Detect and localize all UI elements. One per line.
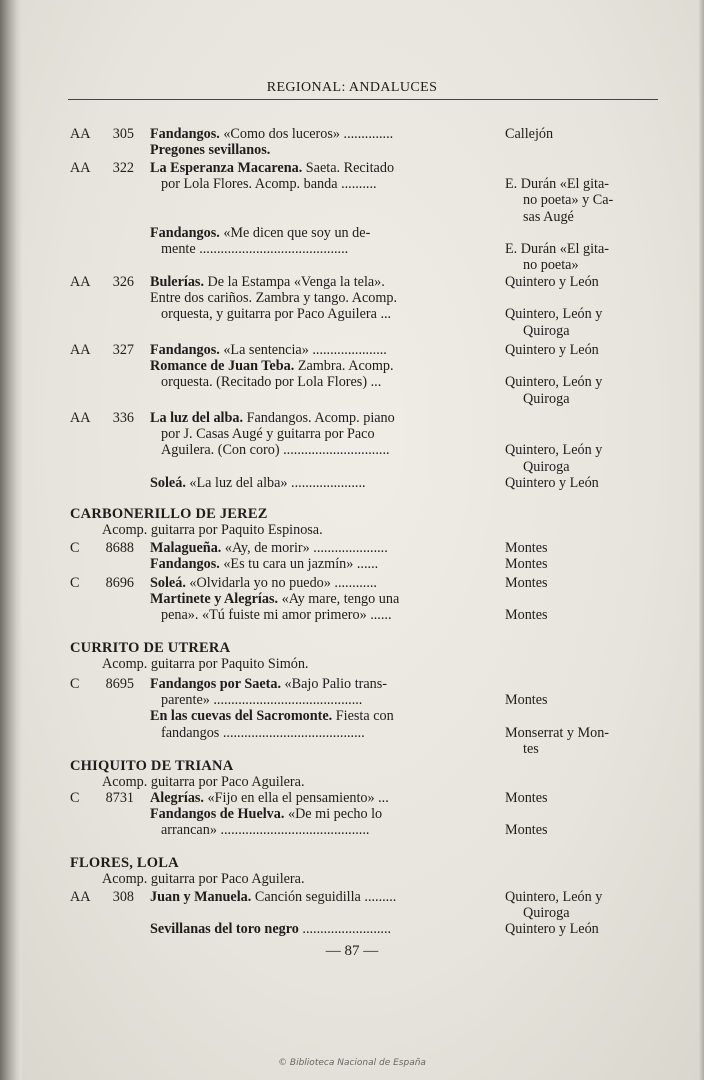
track-description: «La sentencia» ..................... bbox=[219, 342, 387, 358]
entry-line bbox=[161, 442, 390, 458]
performer: Quintero y León bbox=[505, 342, 599, 358]
entry-line bbox=[150, 676, 387, 692]
performer: Quintero y León bbox=[505, 474, 599, 491]
page-number: — 87 — bbox=[325, 943, 379, 959]
track-description: «Ay, de morir» ..................... bbox=[221, 540, 388, 556]
track-title: Soleá. bbox=[150, 474, 186, 491]
performer: tes bbox=[523, 740, 539, 757]
record-series: C bbox=[70, 540, 80, 556]
section-title: CHIQUITO DE TRIANA bbox=[70, 758, 234, 774]
entry-line bbox=[161, 692, 362, 708]
entry-line bbox=[161, 374, 381, 390]
track-description: «Fijo en ella el pensamiento» ... bbox=[203, 790, 389, 806]
record-series: C bbox=[70, 676, 80, 692]
track-description: orquesta, y guitarra por Paco Aguilera ... bbox=[161, 306, 392, 323]
record-number: 8731 bbox=[105, 790, 134, 806]
track-description: parente» .......................................... bbox=[161, 692, 363, 709]
record-number: 8688 bbox=[105, 540, 134, 556]
entry-line bbox=[161, 607, 392, 623]
performer: Montes bbox=[505, 556, 548, 573]
track-title: Soleá. bbox=[150, 575, 186, 591]
performer: Quiroga bbox=[523, 322, 570, 339]
track-title: Malagueña. bbox=[150, 540, 222, 556]
track-description: Fiesta con bbox=[332, 708, 394, 725]
entry-line bbox=[150, 160, 394, 176]
performer: Montes bbox=[505, 607, 548, 624]
entry-line bbox=[150, 575, 377, 591]
track-title: Bulerías. bbox=[150, 274, 204, 290]
page-header: REGIONAL: ANDALUCES bbox=[266, 80, 438, 95]
section-title: CURRITO DE UTRERA bbox=[70, 640, 231, 656]
performer: Quiroga bbox=[523, 458, 570, 475]
entry-line bbox=[161, 822, 369, 838]
entry-line bbox=[150, 142, 270, 158]
performer: Quiroga bbox=[523, 905, 570, 922]
track-description: Fandangos. Acomp. piano bbox=[243, 410, 395, 426]
track-title: Sevillanas del toro negro bbox=[150, 921, 299, 938]
track-description: «Ay mare, tengo una bbox=[278, 591, 400, 608]
record-series: AA bbox=[70, 126, 91, 142]
track-description: arrancan» .......................................... bbox=[161, 822, 370, 839]
entry-line bbox=[150, 290, 397, 306]
record-number: 322 bbox=[112, 160, 134, 176]
record-number: 8696 bbox=[105, 575, 134, 591]
entry-line bbox=[150, 790, 389, 806]
record-number: 8695 bbox=[105, 676, 134, 692]
track-description: fandangos ........................................ bbox=[161, 724, 365, 741]
track-description: «Olvidarla yo no puedo» ............ bbox=[185, 575, 377, 591]
entry-line bbox=[150, 225, 370, 241]
performer: Quiroga bbox=[523, 390, 570, 407]
performer: E. Durán «El gita- bbox=[505, 241, 610, 257]
track-description: Saeta. Recitado bbox=[302, 160, 395, 176]
section-title: FLORES, LOLA bbox=[70, 855, 179, 871]
entry-line bbox=[150, 274, 385, 290]
track-title: Martinete y Alegrías. bbox=[150, 591, 279, 608]
record-series: AA bbox=[70, 274, 91, 290]
track-description: «De mi pecho lo bbox=[284, 806, 383, 823]
record-number: 327 bbox=[112, 342, 134, 358]
performer: no poeta» bbox=[523, 257, 579, 274]
record-series: AA bbox=[70, 889, 91, 905]
entry-line bbox=[150, 342, 387, 358]
track-title: Romance de Juan Teba. bbox=[150, 358, 295, 375]
entry-line bbox=[150, 556, 378, 572]
track-description: «Bajo Palio trans- bbox=[281, 676, 387, 692]
track-title: La Esperanza Macarena. bbox=[150, 160, 303, 176]
track-title: Alegrías. bbox=[150, 790, 204, 806]
track-title: Fandangos. bbox=[150, 342, 220, 358]
track-description: De la Estampa «Venga la tela». bbox=[204, 274, 385, 290]
track-description: ......................... bbox=[298, 921, 392, 938]
entry-line bbox=[161, 725, 365, 741]
track-title: Juan y Manuela. bbox=[150, 889, 252, 905]
entry-line bbox=[150, 540, 388, 556]
entry-line bbox=[150, 475, 366, 491]
track-description: «Como dos luceros» .............. bbox=[219, 126, 394, 142]
performer: Callejón bbox=[505, 126, 554, 142]
entry-line bbox=[161, 306, 391, 322]
entry-line bbox=[150, 126, 393, 142]
performer: Quintero y León bbox=[505, 274, 599, 290]
section-accompaniment: Acomp. guitarra por Paquito Simón. bbox=[102, 656, 309, 672]
performer: Montes bbox=[505, 575, 548, 591]
entry-line bbox=[161, 241, 348, 257]
performer: Quintero, León y bbox=[505, 374, 603, 391]
track-title: Fandangos por Saeta. bbox=[150, 676, 281, 692]
track-description: «La luz del alba» ..................... bbox=[185, 474, 366, 491]
section-accompaniment: Acomp. guitarra por Paquito Espinosa. bbox=[102, 522, 323, 538]
page-edge bbox=[699, 0, 704, 1080]
track-title: Fandangos de Huelva. bbox=[150, 806, 285, 823]
performer: no poeta» y Ca- bbox=[523, 192, 614, 209]
record-number: 336 bbox=[112, 410, 134, 426]
track-title: La luz del alba. bbox=[150, 410, 244, 426]
performer: Monserrat y Mon- bbox=[505, 724, 610, 741]
track-description: Aguilera. (Con coro) .............................. bbox=[161, 442, 390, 459]
record-series: AA bbox=[70, 410, 91, 426]
performer: Quintero, León y bbox=[505, 306, 603, 323]
track-description: Canción seguidilla ......... bbox=[251, 889, 397, 905]
entry-line bbox=[150, 921, 391, 937]
record-number: 326 bbox=[112, 274, 134, 290]
entry-line bbox=[150, 358, 394, 374]
performer: sas Augé bbox=[523, 208, 574, 225]
track-description: pena». «Tú fuiste mi amor primero» ...... bbox=[161, 607, 392, 624]
track-description: Zambra. Acomp. bbox=[294, 358, 394, 375]
section-title: CARBONERILLO DE JEREZ bbox=[70, 506, 268, 522]
performer: Montes bbox=[505, 822, 548, 839]
book-spine bbox=[0, 0, 22, 1080]
track-title: Fandangos. bbox=[150, 224, 220, 241]
track-description: «Me dicen que soy un de- bbox=[219, 224, 371, 241]
track-description: orquesta. (Recitado por Lola Flores) ... bbox=[161, 374, 382, 391]
performer: Quintero, León y bbox=[505, 442, 603, 459]
track-title: Fandangos. bbox=[150, 556, 220, 573]
track-description: «Es tu cara un jazmín» ...... bbox=[219, 556, 379, 573]
library-watermark: © Biblioteca Nacional de España bbox=[278, 1058, 426, 1068]
performer: E. Durán «El gita- bbox=[505, 176, 610, 193]
performer: Montes bbox=[505, 692, 548, 709]
record-number: 305 bbox=[112, 126, 134, 142]
record-series: C bbox=[70, 790, 80, 806]
track-description: por J. Casas Augé y guitarra por Paco bbox=[161, 426, 375, 443]
performer: Montes bbox=[505, 540, 548, 556]
entry-line bbox=[150, 591, 399, 607]
record-series: AA bbox=[70, 342, 91, 358]
section-accompaniment: Acomp. guitarra por Paco Aguilera. bbox=[102, 871, 305, 887]
track-title: Pregones sevillanos. bbox=[150, 142, 271, 159]
section-accompaniment: Acomp. guitarra por Paco Aguilera. bbox=[102, 774, 305, 790]
entry-line bbox=[150, 410, 395, 426]
entry-line bbox=[150, 708, 394, 724]
record-number: 308 bbox=[112, 889, 134, 905]
record-series: AA bbox=[70, 160, 91, 176]
entry-line bbox=[161, 176, 377, 192]
track-description: por Lola Flores. Acomp. banda .......... bbox=[161, 176, 377, 193]
track-title: En las cuevas del Sacromonte. bbox=[150, 708, 333, 725]
entry-line bbox=[150, 806, 382, 822]
performer: Montes bbox=[505, 790, 548, 806]
record-series: C bbox=[70, 575, 80, 591]
track-title: Fandangos. bbox=[150, 126, 220, 142]
entry-line bbox=[150, 889, 396, 905]
header-rule bbox=[68, 99, 658, 100]
performer: Quintero y León bbox=[505, 921, 599, 938]
track-description: Entre dos cariños. Zambra y tango. Acomp. bbox=[150, 290, 398, 307]
performer: Quintero, León y bbox=[505, 889, 603, 905]
entry-line bbox=[161, 426, 375, 442]
track-description: mente .......................................... bbox=[161, 241, 349, 257]
